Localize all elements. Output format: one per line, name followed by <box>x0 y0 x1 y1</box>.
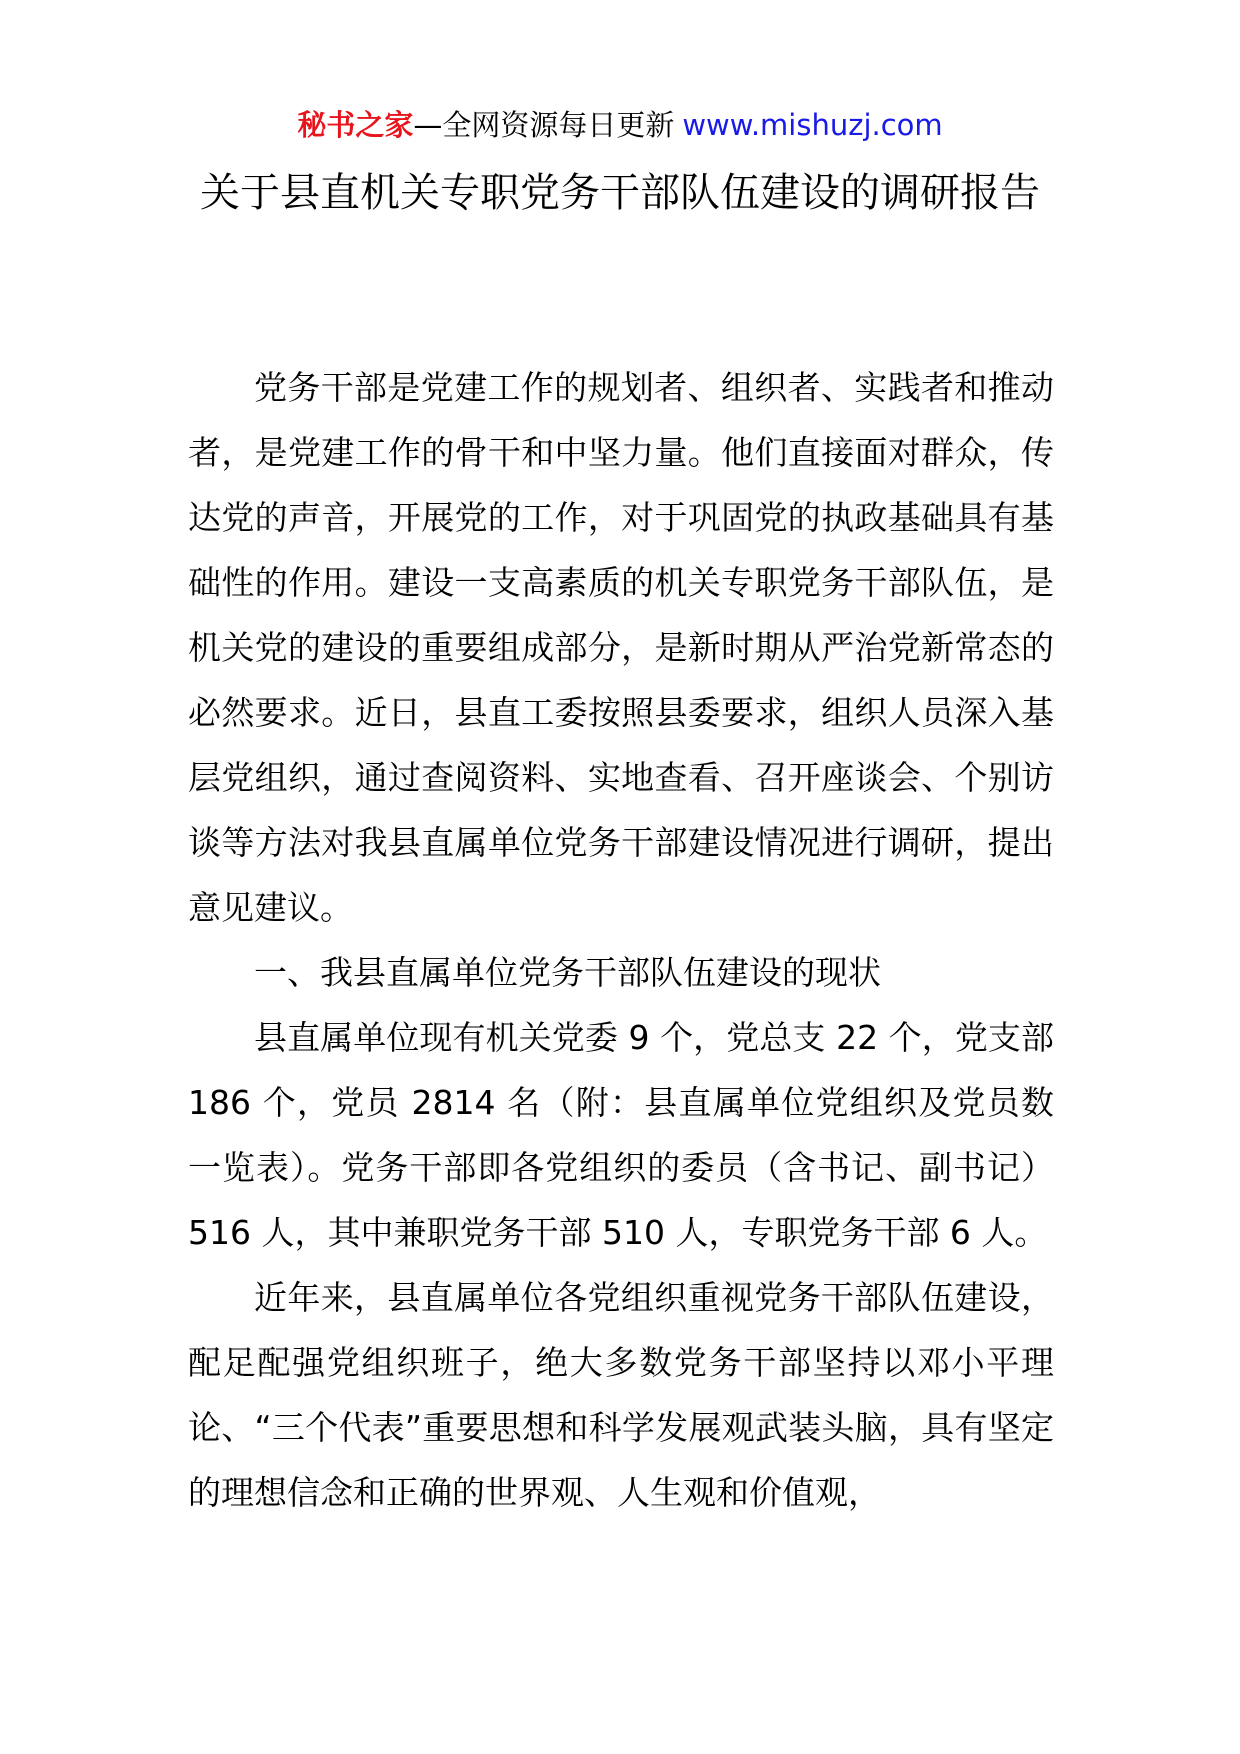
body-paragraph-progress: 近年来，县直属单位各党组织重视党务干部队伍建设，配足配强党组织班子，绝大多数党务干部坚持以邓小平理论、“三个代表”重要思想和科学发展观武装头脑，具有坚定的理想信念和正确的世界观、人生观和价值观， <box>188 1278 1054 1512</box>
document-title: 关于县直机关专职党务干部队伍建设的调研报告 <box>200 170 1040 216</box>
section-heading: 一、我县直属单位党务干部队伍建设的现状 <box>254 953 881 992</box>
document-body <box>188 355 1054 1525</box>
site-url-link[interactable]: www.mishuzj.com <box>682 108 943 142</box>
header-tagline: —全网资源每日更新 <box>413 108 675 142</box>
brand-name: 秘书之家 <box>297 108 414 142</box>
body-paragraph-stats: 县直属单位现有机关党委 9 个，党总支 22 个，党支部 186 个，党员 2814 名（附：县直属单位党组织及党员数一览表）。党务干部即各党组织的委员（含书记、副书记）516 人，其中兼职党务干部 510 人，专职党务干部 6 人。 <box>188 1018 1054 1252</box>
body-paragraph-intro: 党务干部是党建工作的规划者、组织者、实践者和推动者，是党建工作的骨干和中坚力量。他们直接面对群众，传达党的声音，开展党的工作，对于巩固党的执政基础具有基础性的作用。建设一支高素质的机关专职党务干部队伍，是机关党的建设的重要组成部分，是新时期从严治党新常态的必然要求。近日，县直工委按照县委要求，组织人员深入基层党组织，通过查阅资料、实地查看、召开座谈会、个别访谈等方法对我县直属单位党务干部建设情况进行调研，提出意见建议。 <box>188 368 1054 927</box>
site-header <box>0 100 1240 150</box>
